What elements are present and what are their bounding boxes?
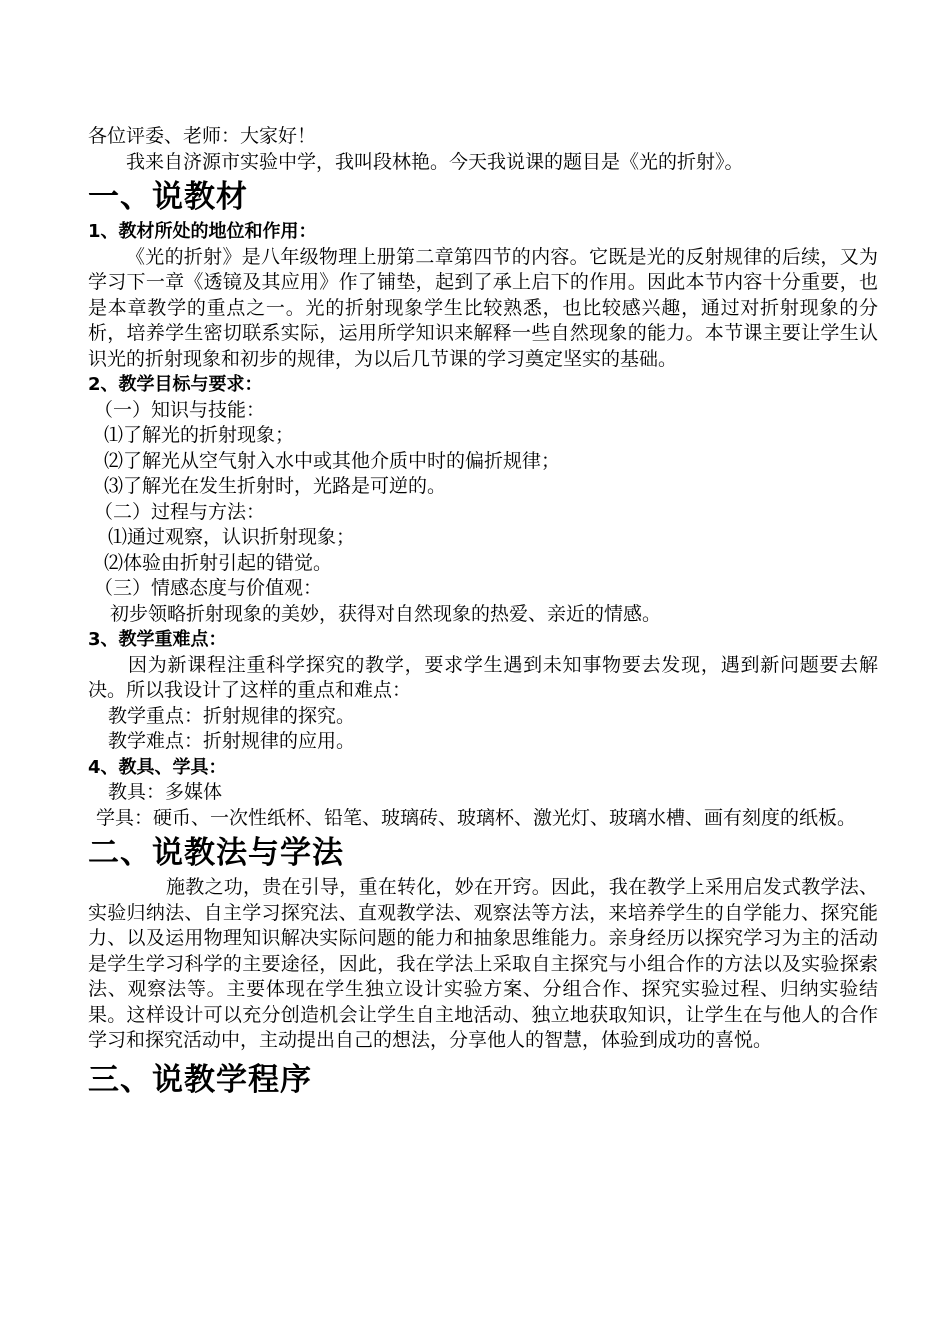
learning-aids-paragraph: 学具：硬币、一次性纸杯、铅笔、玻璃砖、玻璃杯、激光灯、玻璃水槽、画有刻度的纸板。 [96, 806, 857, 829]
key-point-line: 教学重点：折射规律的探究。 [108, 704, 356, 727]
list-item: ⑴了解光的折射现象； [104, 424, 295, 446]
difficulty-line: 教学难点：折射规律的应用。 [108, 730, 356, 752]
list-item: ⑵了解光从空气射入水中或其他介质中时的偏折规律； [104, 449, 561, 472]
list-item: ⑴通过观察，认识折射现象； [108, 526, 356, 548]
subheading-aids: 4、教具、学具： [88, 756, 227, 778]
list-item: ⑵体验由折射引起的错觉。 [104, 551, 333, 574]
list-item: ⑶了解光在发生折射时，光路是可逆的。 [104, 475, 447, 497]
document-page [88, 124, 878, 1102]
intro-line: 我来自济源市实验中学，我叫段林艳。今天我说课的题目是《光的折射》。 [126, 150, 744, 173]
section-heading-methods: 二、说教法与学法 [88, 835, 344, 871]
goal-process-heading: （二）过程与方法： [94, 500, 266, 523]
paragraph-key-difficult: 因为新课程注重科学探究的教学，要求学生遇到未知事物要去发现，遇到新问题要去解决。所以我设计了这样的重点和难点： [88, 653, 878, 701]
subheading-position-role: 1、教材所处的地位和作用： [88, 221, 317, 242]
subheading-teaching-goals: 2、教学目标与要求： [88, 374, 263, 395]
emotion-text: 初步领略折射现象的美妙，获得对自然现象的热爱、亲近的情感。 [110, 602, 662, 625]
subheading-key-difficult: 3、教学重难点： [88, 629, 227, 650]
paragraph-position-role: 《光的折射》是八年级物理上册第二章第四节的内容。它既是光的反射规律的后续，又为学习下一章《透镜及其应用》作了铺垫，起到了承上启下的作用。因此本节内容十分重要，也是本章教学的重点之一。光的折射现象学生比较熟悉，也比较感兴趣，通过对折射现象的分析，培养学生密切联系实际，运用所学知识来解释一些自然现象的能力。本节课主要让学生认识光的折射现象和初步的规律，为以后几节课的学习奠定坚实的基础。 [88, 245, 878, 370]
section-heading-procedure: 三、说教学程序 [88, 1061, 312, 1098]
section-heading-textbook: 一、说教材 [88, 179, 248, 215]
goal-emotion-heading: （三）情感态度与价值观： [94, 577, 323, 599]
teaching-aids-line: 教具：多媒体 [108, 781, 223, 803]
goal-knowledge-heading: （一）知识与技能： [94, 398, 266, 421]
greeting-line: 各位评委、老师：大家好！ [88, 125, 317, 147]
paragraph-methods: 施教之功，贵在引导，重在转化，妙在开窍。因此，我在教学上采用启发式教学法、实验归纳法、自主学习探究法、直观教学法、观察法等方法，来培养学生的自学能力、探究能力、以及运用物理知识解决实际问题的能力和抽象思维能力。亲身经历以探究学习为主的活动是学生学习科学的主要途径，因此，我在学法上采取自主探究与小组合作的方法以及实验探索法、观察法等。主要体现在学生独立设计实验方案、分组合作、探究实验过程、归纳实验结果。这样设计可以充分创造机会让学生自主地活动、独立地获取知识，让学生在与他人的合作学习和探究活动中，主动提出自己的想法，分享他人的智慧，体验到成功的喜悦。 [88, 876, 878, 1051]
